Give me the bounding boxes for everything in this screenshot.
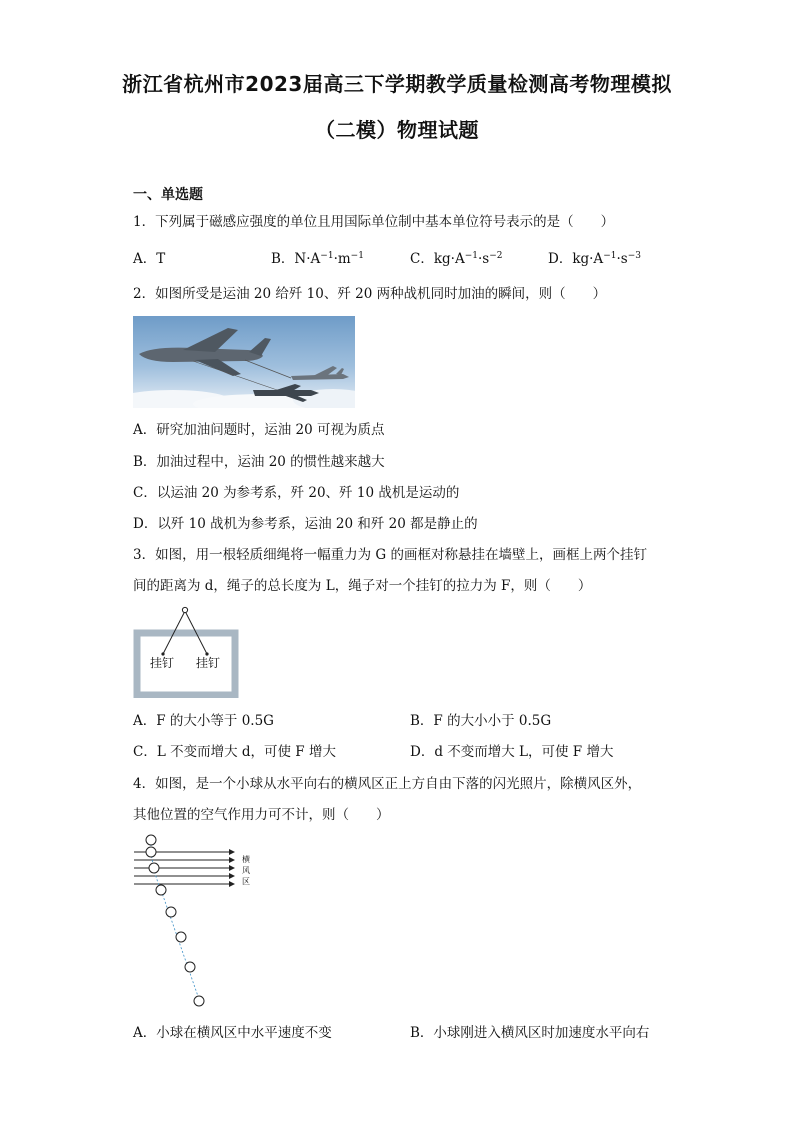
- q2-option-d: D．以歼 10 战机为参考系，运油 20 和歼 20 都是静止的: [133, 516, 478, 532]
- ball: [149, 863, 159, 873]
- q3-option-c: C．L 不变而增大 d，可使 F 增大: [133, 744, 336, 760]
- q3-stem-line2: 间的距离为 d，绳子的总长度为 L，绳子对一个挂钉的拉力为 F，则（ ）: [133, 578, 592, 594]
- q2-option-a: A．研究加油问题时，运油 20 可视为质点: [133, 422, 385, 438]
- ball: [146, 847, 156, 857]
- q1-option-b: B．$N\cdot A^{-1}\cdot m^{-1}$: [271, 251, 364, 267]
- ball: [166, 907, 176, 917]
- q3-stem-line1: 3．如图，用一根轻质细绳将一幅重力为 G 的画框对称悬挂在墙壁上，画框上两个挂钉: [133, 547, 647, 563]
- ball-trajectory: [151, 840, 200, 1002]
- ball: [176, 932, 186, 942]
- q3-option-b: B．F 的大小小于 0.5G: [410, 713, 552, 729]
- q4-stem-line1: 4．如图，是一个小球从水平向右的横风区正上方自由下落的闪光照片，除横风区外，: [133, 776, 642, 792]
- q3-option-d: D．d 不变而增大 L，可使 F 增大: [410, 744, 614, 760]
- q3-option-a: A．F 的大小等于 0.5G: [133, 713, 274, 729]
- crosswind-zone-label: 横 风 区: [242, 855, 250, 886]
- q4-option-a: A．小球在横风区中水平速度不变: [133, 1025, 332, 1041]
- ball: [146, 835, 156, 845]
- nail-label-right: 挂钉: [196, 656, 221, 670]
- q1-option-a: A．T: [133, 251, 166, 267]
- page-title-line2: （二模）物理试题: [315, 118, 479, 142]
- refueling-photo: [133, 316, 355, 408]
- q1-option-d: D．$kg\cdot A^{-1}\cdot s^{-3}$: [548, 251, 641, 267]
- ball: [185, 962, 195, 972]
- crosswind-diagram: [130, 830, 260, 1010]
- q4-stem-line2: 其他位置的空气作用力可不计，则（ ）: [133, 807, 390, 823]
- q2-stem: 2．如图所受是运油 20 给歼 10、歼 20 两种战机同时加油的瞬间，则（ ）: [133, 286, 607, 302]
- q2-option-c: C．以运油 20 为参考系，歼 20、歼 10 战机是运动的: [133, 485, 460, 501]
- ball: [156, 885, 166, 895]
- ball: [194, 996, 204, 1006]
- section-heading: 一、单选题: [133, 187, 203, 203]
- nail-label-left: 挂钉: [150, 656, 175, 670]
- wall-nail: [182, 607, 187, 612]
- picture-frame-diagram: [133, 606, 239, 698]
- q1-option-c: C．$kg\cdot A^{-1}\cdot s^{-2}$: [410, 251, 503, 267]
- q1-stem: 1．下列属于磁感应强度的单位且用国际单位制中基本单位符号表示的是（ ）: [133, 214, 615, 230]
- q2-option-b: B．加油过程中，运油 20 的惯性越来越大: [133, 454, 385, 470]
- q4-option-b: B．小球刚进入横风区时加速度水平向右: [410, 1025, 650, 1041]
- page-title-line1: 浙江省杭州市2023届高三下学期教学质量检测高考物理模拟: [122, 72, 672, 96]
